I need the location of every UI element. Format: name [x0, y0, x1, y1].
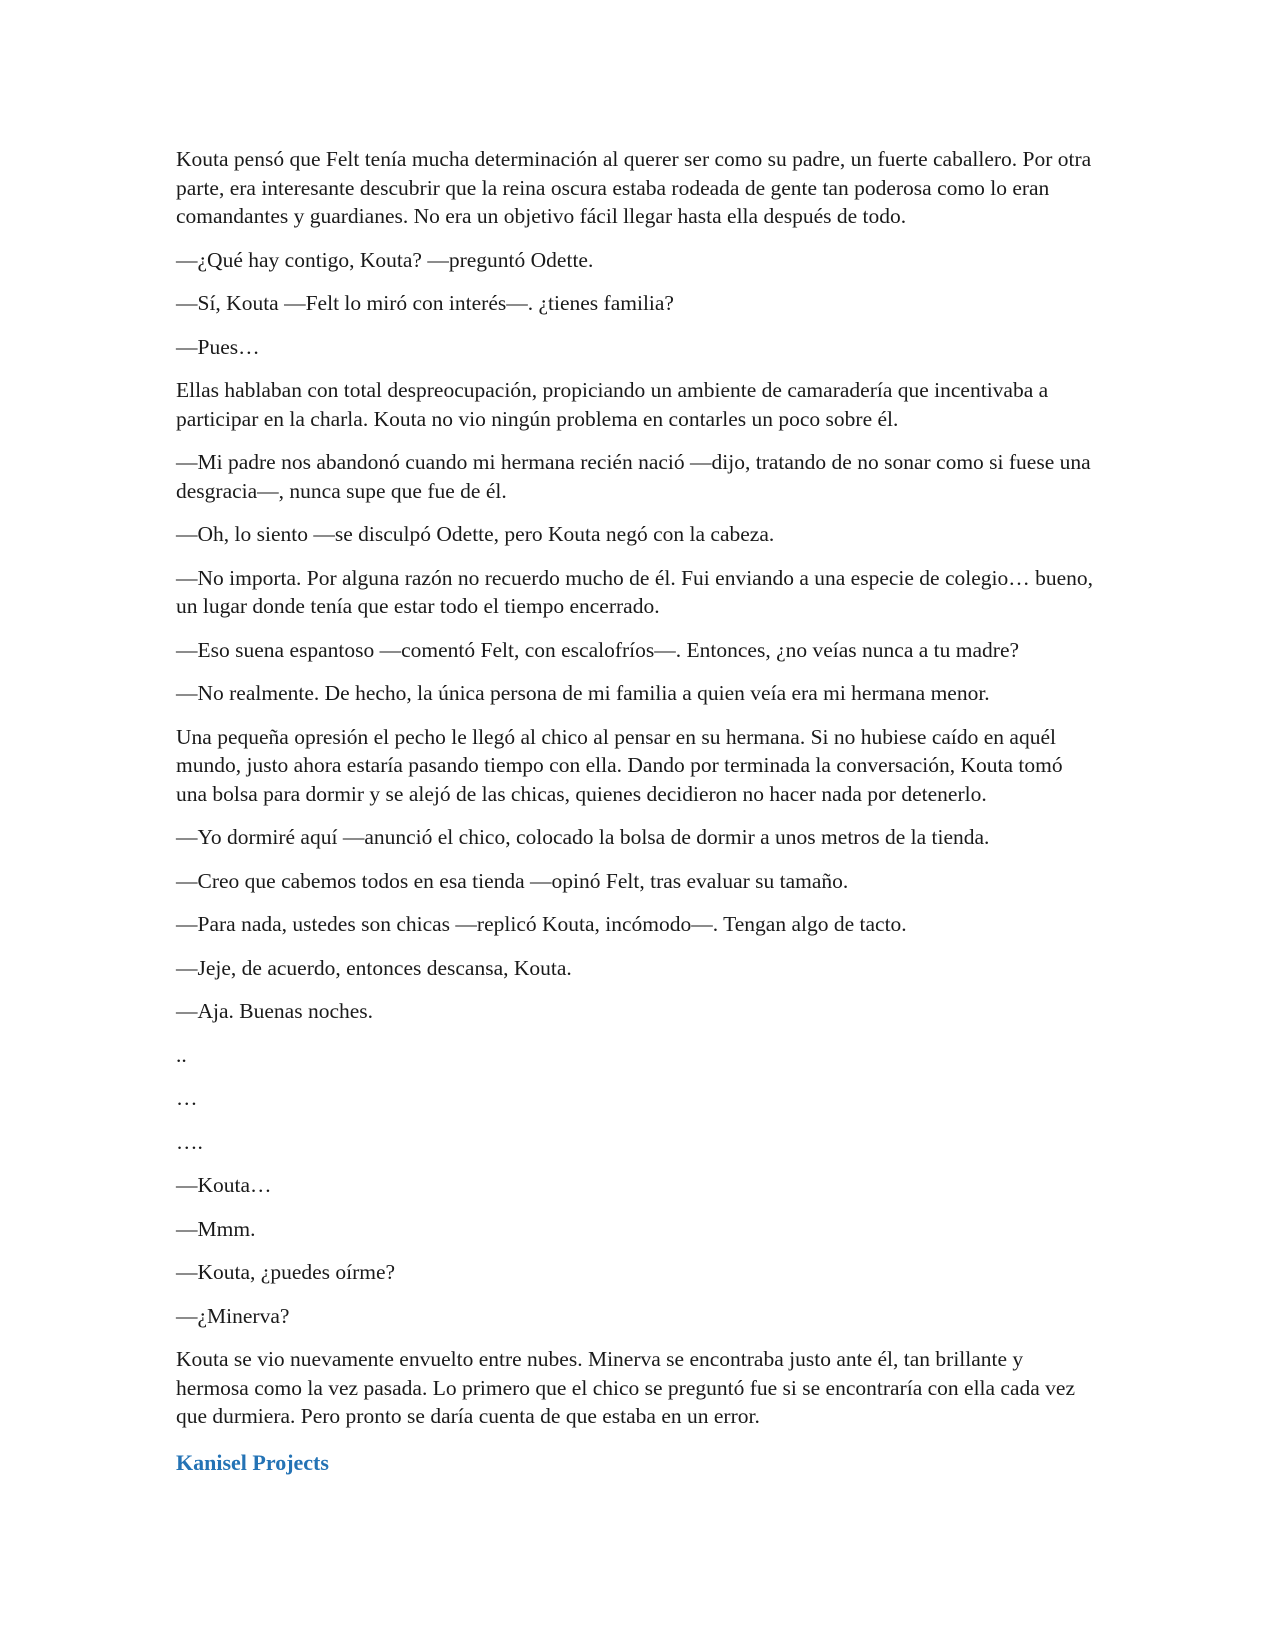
paragraph-21: —Mmm. — [176, 1216, 256, 1241]
paragraph-12: —Yo dormiré aquí —anunció el chico, colocado la bolsa de dormir a unos metros de la tienda. — [176, 825, 990, 849]
paragraph-22: —Kouta, ¿puedes oírme? — [176, 1260, 396, 1284]
paragraph-11: Una pequeña opresión el pecho le llegó al chico al pensar en su hermana. Si no hubiese caído en aquél mundo, justo ahora estaría pasando tiempo con ella. Dando por terminada la conversación, Kouta tomó una bolsa para dormir y se alejó de las chicas, quienes decidieron no hacer nada por detenerlo. — [176, 724, 1063, 806]
paragraph-23: —¿Minerva? — [176, 1303, 290, 1328]
paragraph-18: … — [176, 1086, 198, 1110]
paragraph-6: —Mi padre nos abandonó cuando mi hermana recién nació —dijo, tratando de no sonar como si fuese una desgracia—, nunca supe que fue de él. — [176, 450, 1091, 503]
paragraph-1: Kouta pensó que Felt tenía mucha determinación al querer ser como su padre, un fuerte caballero. Por otra parte, era interesante descubrir que la reina oscura estaba rodeada de gente tan poderosa como lo eran comandantes y guardianes. No era un objetivo fácil llegar hasta ella después de todo. — [176, 147, 1092, 228]
document-page — [176, 145, 1096, 1492]
paragraph-9: —Eso suena espantoso —comentó Felt, con escalofríos—. Entonces, ¿no veías nunca a tu madre? — [176, 637, 1020, 662]
paragraph-13: —Creo que cabemos todos en esa tienda —opinó Felt, tras evaluar su tamaño. — [176, 868, 849, 893]
paragraph-7: —Oh, lo siento —se disculpó Odette, pero Kouta negó con la cabeza. — [176, 522, 775, 546]
paragraph-16: —Aja. Buenas noches. — [176, 999, 374, 1023]
paragraph-14: —Para nada, ustedes son chicas —replicó Kouta, incómodo—. Tengan algo de tacto. — [176, 912, 907, 936]
paragraph-24: Kouta se vio nuevamente envuelto entre nubes. Minerva se encontraba justo ante él, tan brillante y hermosa como la vez pasada. Lo primero que el chico se preguntó fue si se encontraría con ella cada vez que durmiera. Pero pronto se daría cuenta de que estaba en un error. — [176, 1347, 1076, 1428]
paragraph-3: —Sí, Kouta —Felt lo miró con interés—. ¿tienes familia? — [176, 291, 674, 315]
footer-credit: Kanisel Projects — [176, 1449, 329, 1475]
paragraph-2: —¿Qué hay contigo, Kouta? —preguntó Odette. — [176, 247, 594, 272]
paragraph-17: .. — [176, 1042, 187, 1067]
paragraph-8: —No importa. Por alguna razón no recuerdo mucho de él. Fui enviando a una especie de colegio… bueno, un lugar donde tenía que estar todo el tiempo encerrado. — [176, 565, 1094, 618]
paragraph-15: —Jeje, de acuerdo, entonces descansa, Kouta. — [176, 955, 572, 980]
paragraph-10: —No realmente. De hecho, la única persona de mi familia a quien veía era mi hermana menor. — [176, 681, 990, 705]
paragraph-19: …. — [176, 1129, 203, 1154]
paragraph-5: Ellas hablaban con total despreocupación, propiciando un ambiente de camaradería que incentivaba a participar en la charla. Kouta no vio ningún problema en contarles un poco sobre él. — [176, 378, 1049, 431]
paragraph-4: —Pues… — [176, 334, 260, 359]
paragraph-20: —Kouta… — [176, 1173, 272, 1197]
